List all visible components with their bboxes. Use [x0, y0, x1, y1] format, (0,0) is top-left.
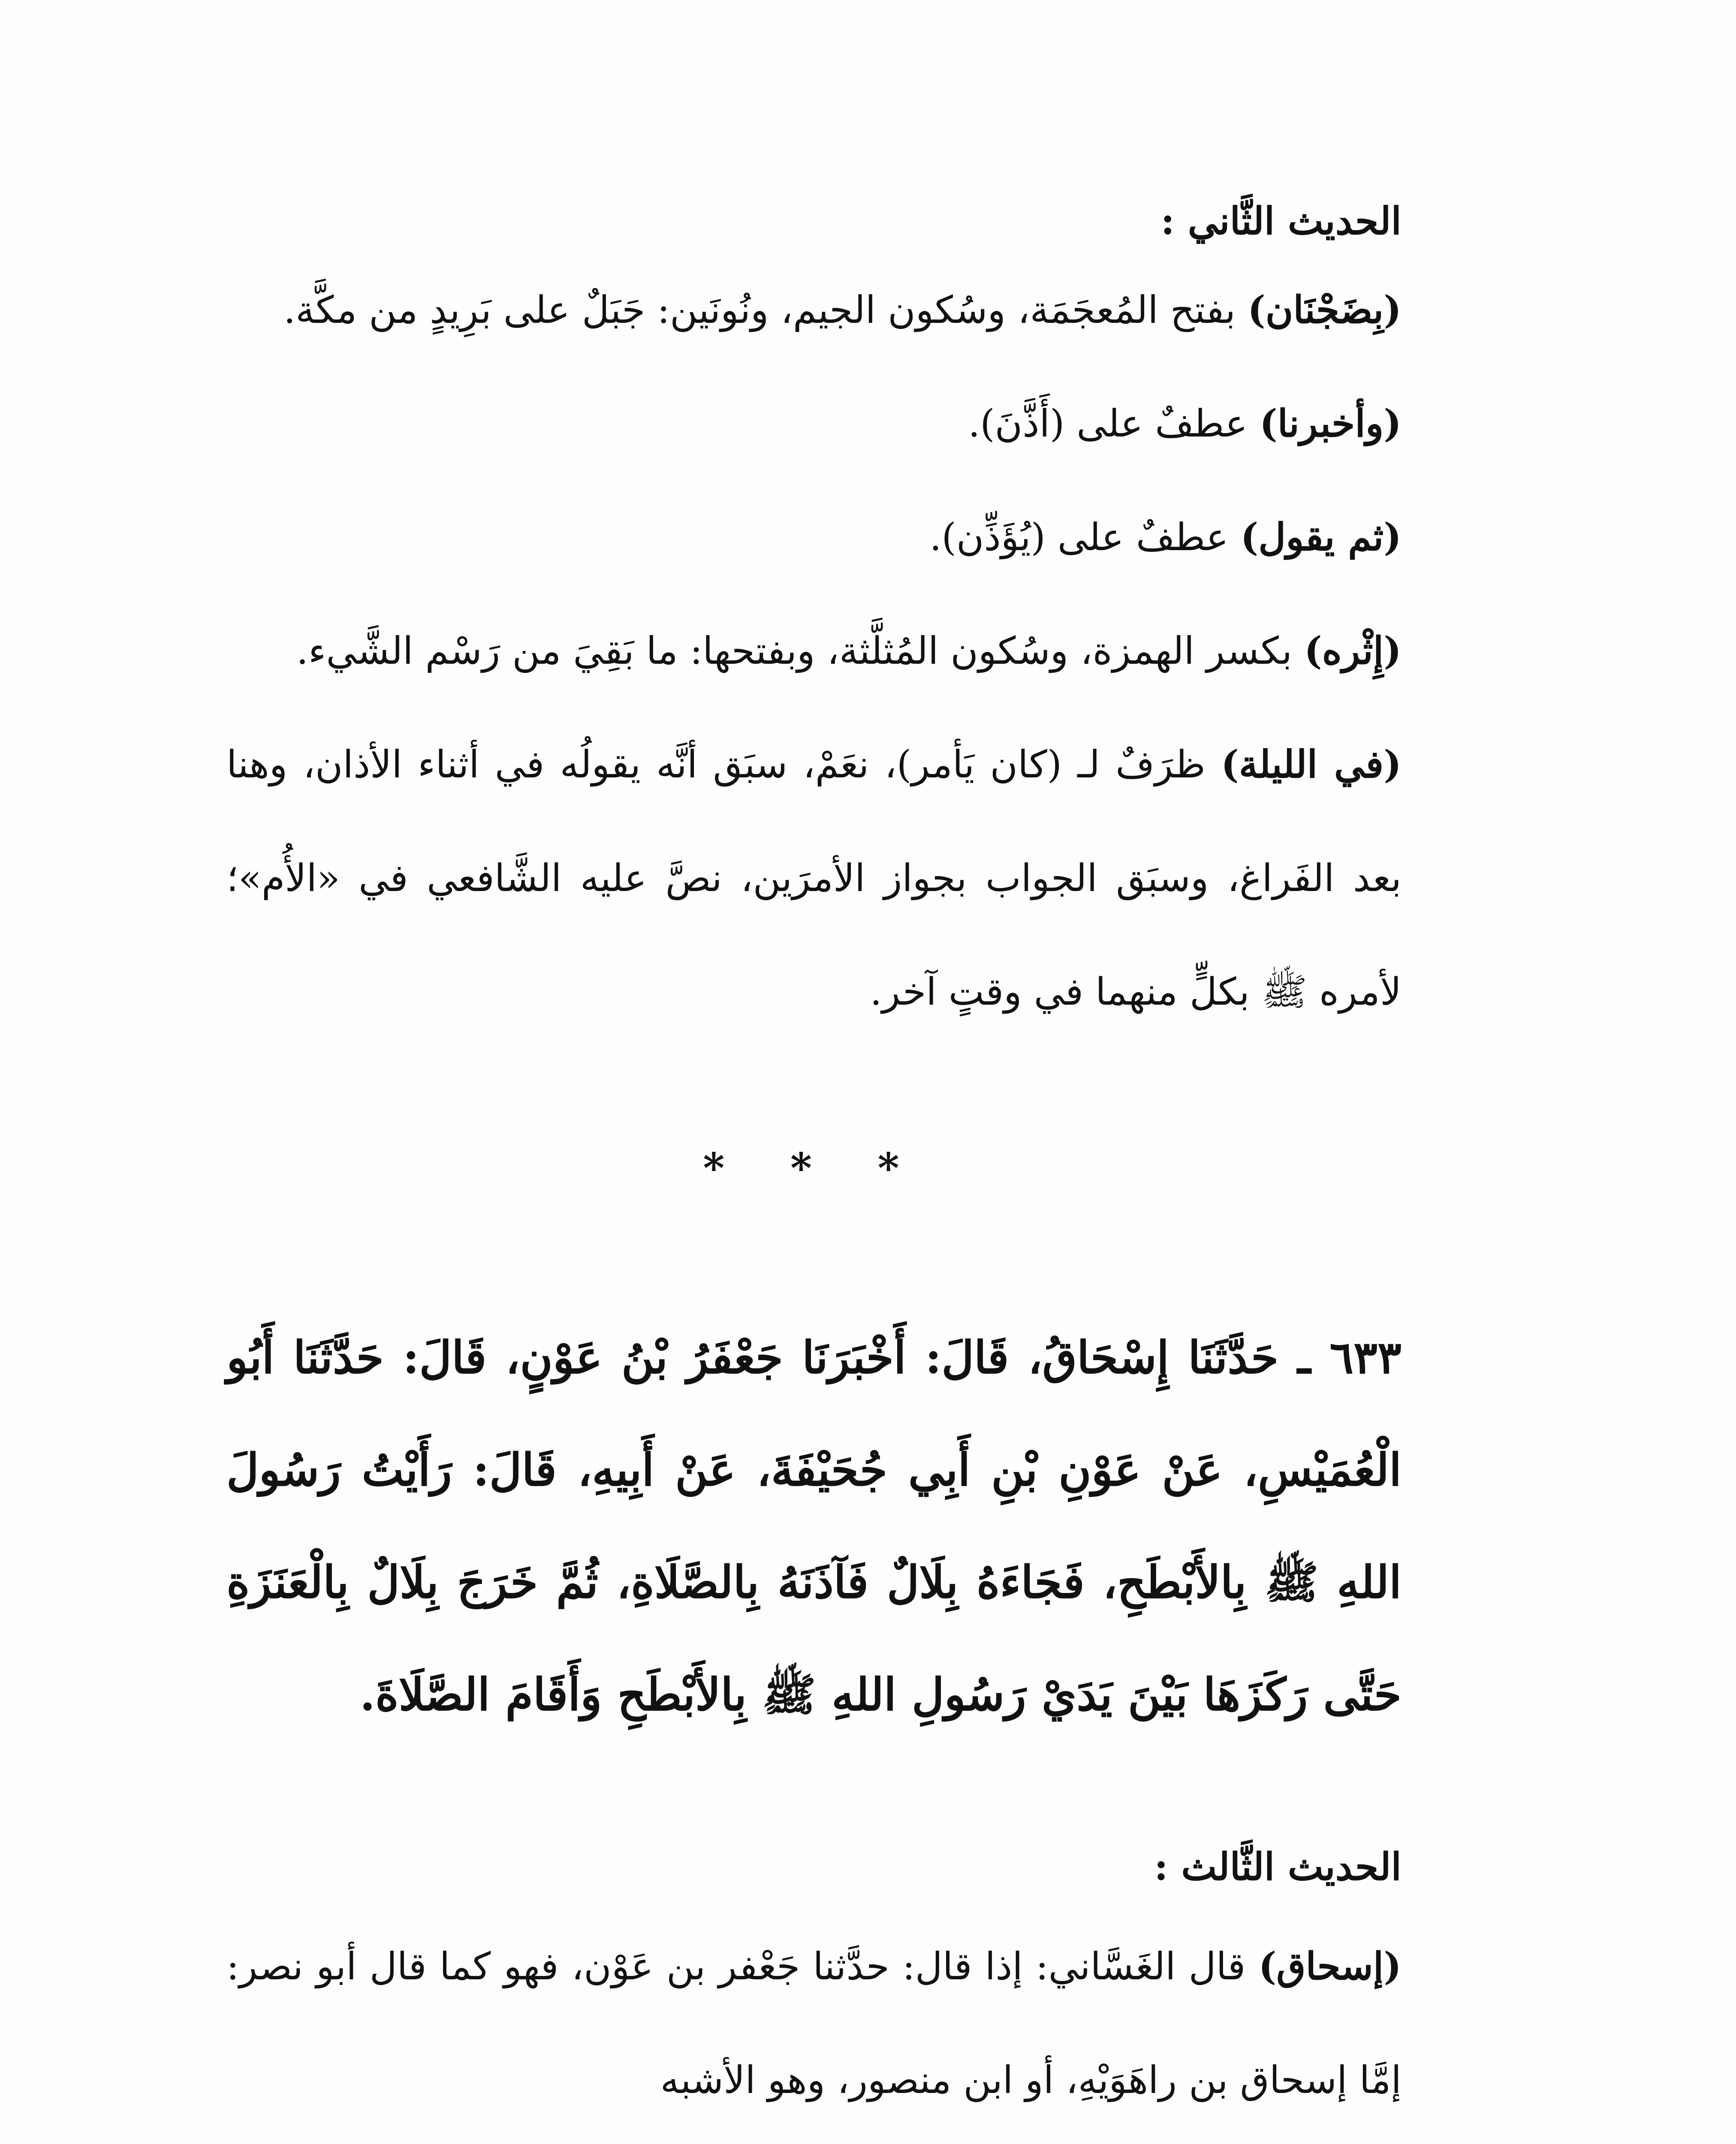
term-dajnan: (بِضَجْنَان): [1248, 287, 1401, 332]
term-ithrihi: (إِثْره): [1304, 628, 1401, 673]
hadith-text-633: ٦٣٣ ـ حَدَّثَنَا إِسْحَاقُ، قَالَ: أَخْبَرَنَا جَعْفَرُ بْنُ عَوْنٍ، قَالَ: حَدَّثَنَا أَبُو الْعُمَيْسِ، عَنْ عَوْنِ بْنِ أَبِي جُحَيْفَةَ، عَنْ أَبِيهِ، قَالَ: رَأَيْتُ رَسُولَ اللهِ ﷺ بِالأَبْطَحِ، فَجَاءَهُ بِلَالٌ فَآذَنَهُ بِالصَّلَاةِ، ثُمَّ خَرَجَ بِلَالٌ بِالْعَنَزَةِ حَتَّى رَكَزَهَا بَيْنَ يَدَيْ رَسُولِ اللهِ ﷺ بِالأَبْطَحِ وَأَقَامَ الصَّلَاةَ.: [226, 1331, 1401, 1721]
explanation-akhbarana: عطفٌ على (أَذَّنَ).: [968, 401, 1260, 446]
explanation-ithrihi: بكسر الهمزة، وسُكون المُثلَّثة، وبفتحها: ما بَقِيَ من رَسْم الشَّيء.: [296, 629, 1305, 673]
explanation-dajnan: بفتح المُعجَمَة، وسُكون الجيم، ونُونَين: جَبَلٌ على بَرِيدٍ من مكَّة.: [283, 288, 1248, 332]
explanation-fil-layla: ظرَفٌ لـ (كان يَأمر)، نعَمْ، سبَق أنَّه يقولُه في أثناء الأذان، وهنا بعد الفَراغ، وسبَق الجواب بجواز الأمرَين، نصَّ عليه الشَّافعي في «الأُم»؛ لأمره ﷺ بكلٍّ منهما في وقتٍ آخر.: [226, 742, 1401, 1014]
paragraph-akhbarana: [226, 367, 1401, 480]
section-heading-third-hadith: الحديث الثَّالث :: [1154, 1844, 1401, 1889]
section-separator: * * *: [703, 1144, 925, 1192]
section-heading-second-hadith: الحديث الثَّاني :: [1160, 199, 1401, 243]
page-body: [226, 189, 1401, 2137]
paragraph-dajnan: [226, 253, 1401, 367]
term-thumma-yaqul: (ثم يقول): [1240, 515, 1401, 559]
paragraph-ishaq: [226, 1909, 1401, 2137]
term-akhbarana: (وأخبرنا): [1259, 401, 1401, 446]
paragraph-thumma-yaqul: [226, 480, 1401, 594]
paragraph-fil-layla: [226, 708, 1401, 1048]
paragraph-ithrihi: [226, 594, 1401, 708]
explanation-ishaq: قال الغَسَّاني: إذا قال: حدَّثنا جَعْفر بن عَوْن، فهو كما قال أبو نصر: إمَّا إسحاق بن راهَوَيْهِ، أو ابن منصور، وهو الأشبه: [226, 1944, 1401, 2102]
term-fil-layla: (في الليلة): [1221, 742, 1401, 786]
explanation-thumma-yaqul: عطفٌ على (يُؤَذِّن).: [929, 515, 1241, 559]
term-ishaq: (إسحاق): [1258, 1944, 1401, 1988]
